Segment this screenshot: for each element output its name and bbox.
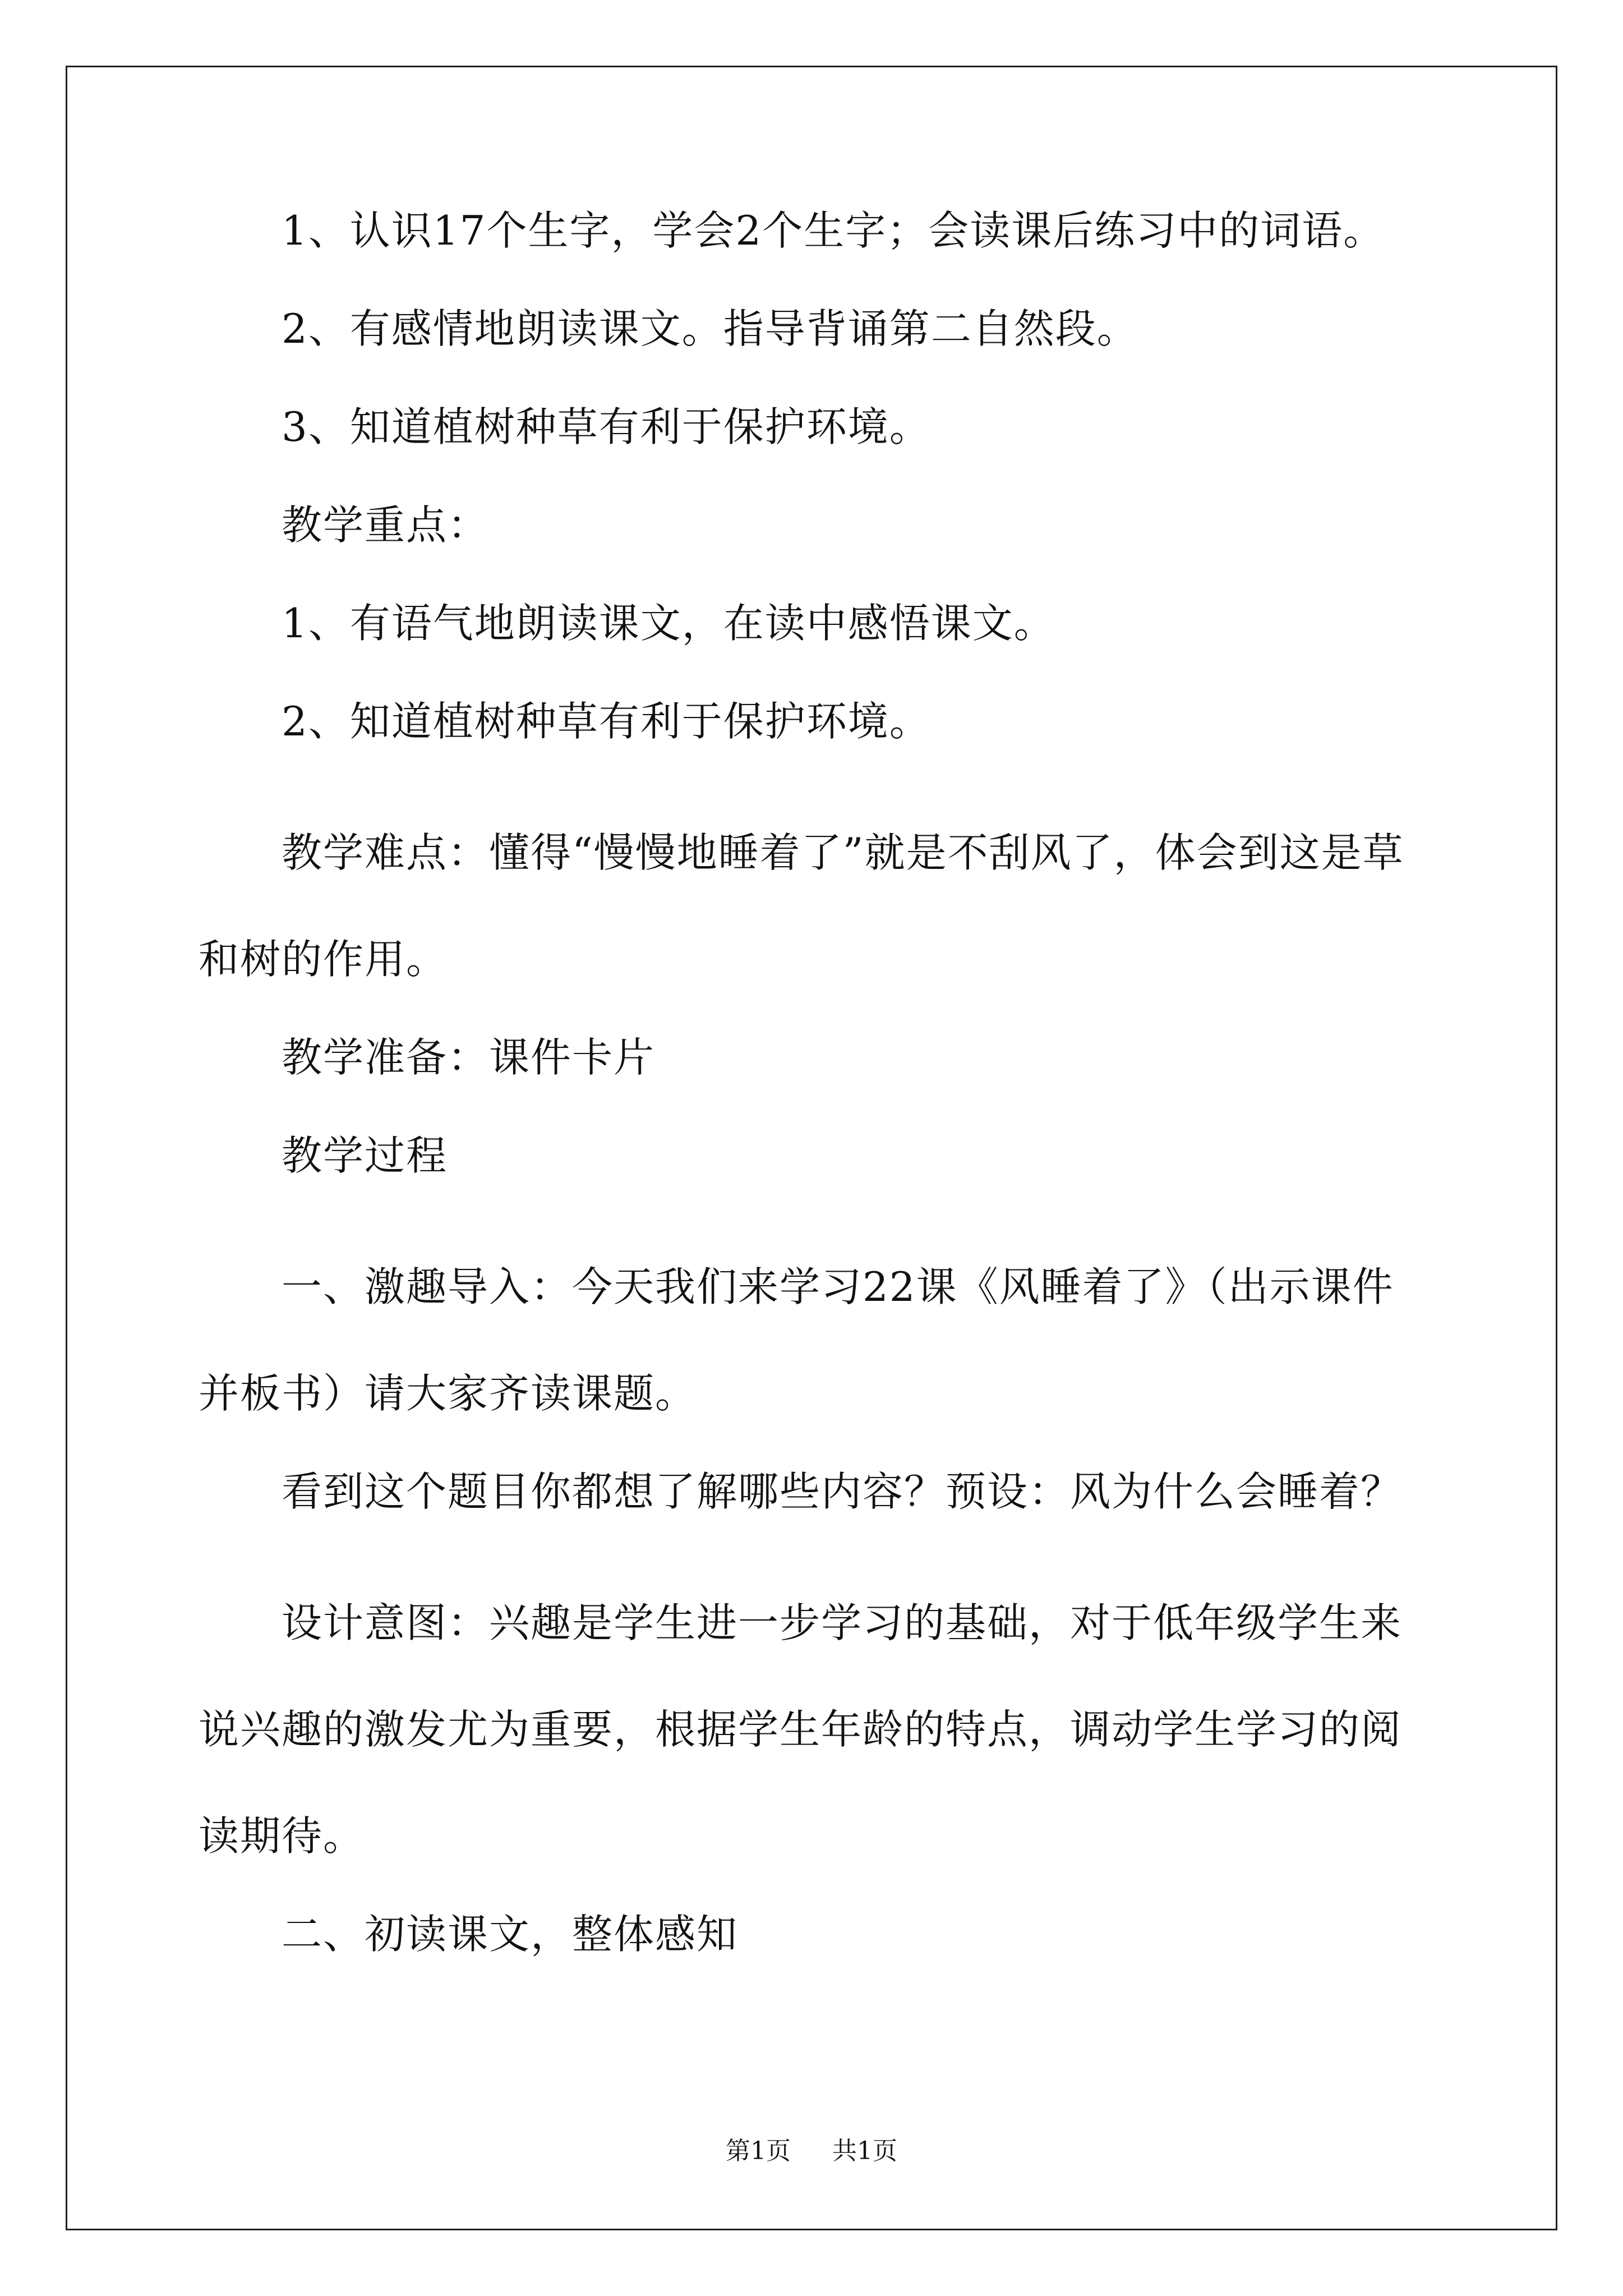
paragraph-difficulty: 教学难点：懂得“慢慢地睡着了”就是不刮风了，体会到这是草和树的作用。 (199, 829, 1404, 983)
paragraph-key-point-1: 1、有语气地朗读课文，在读中感悟课文。 (282, 600, 1055, 647)
paragraph-preparation: 教学准备：课件卡片 (282, 1034, 656, 1081)
paragraph-objective-3: 3、知道植树种草有利于保护环境。 (282, 403, 931, 450)
heading-key-points: 教学重点： (282, 501, 490, 549)
page-footer (0, 2131, 1623, 2166)
paragraph-key-point-2: 2、知道植树种草有利于保护环境。 (282, 698, 931, 745)
paragraph-objective-2: 2、有感情地朗读课文。指导背诵第二自然段。 (282, 305, 1138, 352)
heading-process: 教学过程 (282, 1132, 448, 1179)
heading-first-reading: 二、初读课文，整体感知 (282, 1911, 739, 1958)
page-number-total: 共1页 (832, 2137, 897, 2165)
paragraph-intro: 一、激趣导入：今天我们来学习22课《风睡着了》（出示课件并板书）请大家齐读课题。 (199, 1263, 1394, 1417)
paragraph-design-intent: 设计意图：兴趣是学生进一步学习的基础，对于低年级学生来说兴趣的激发尤为重要，根据学生年龄的特点，调动学生学习的阅读期待。 (199, 1599, 1403, 1860)
document-body (199, 207, 1427, 2012)
paragraph-objective-1: 1、认识17个生字，学会2个生字；会读课后练习中的词语。 (282, 207, 1385, 254)
page-number-current: 第1页 (726, 2137, 791, 2165)
paragraph-question: 看到这个题目你都想了解哪些内容？预设：风为什么会睡着？ (282, 1468, 1403, 1515)
